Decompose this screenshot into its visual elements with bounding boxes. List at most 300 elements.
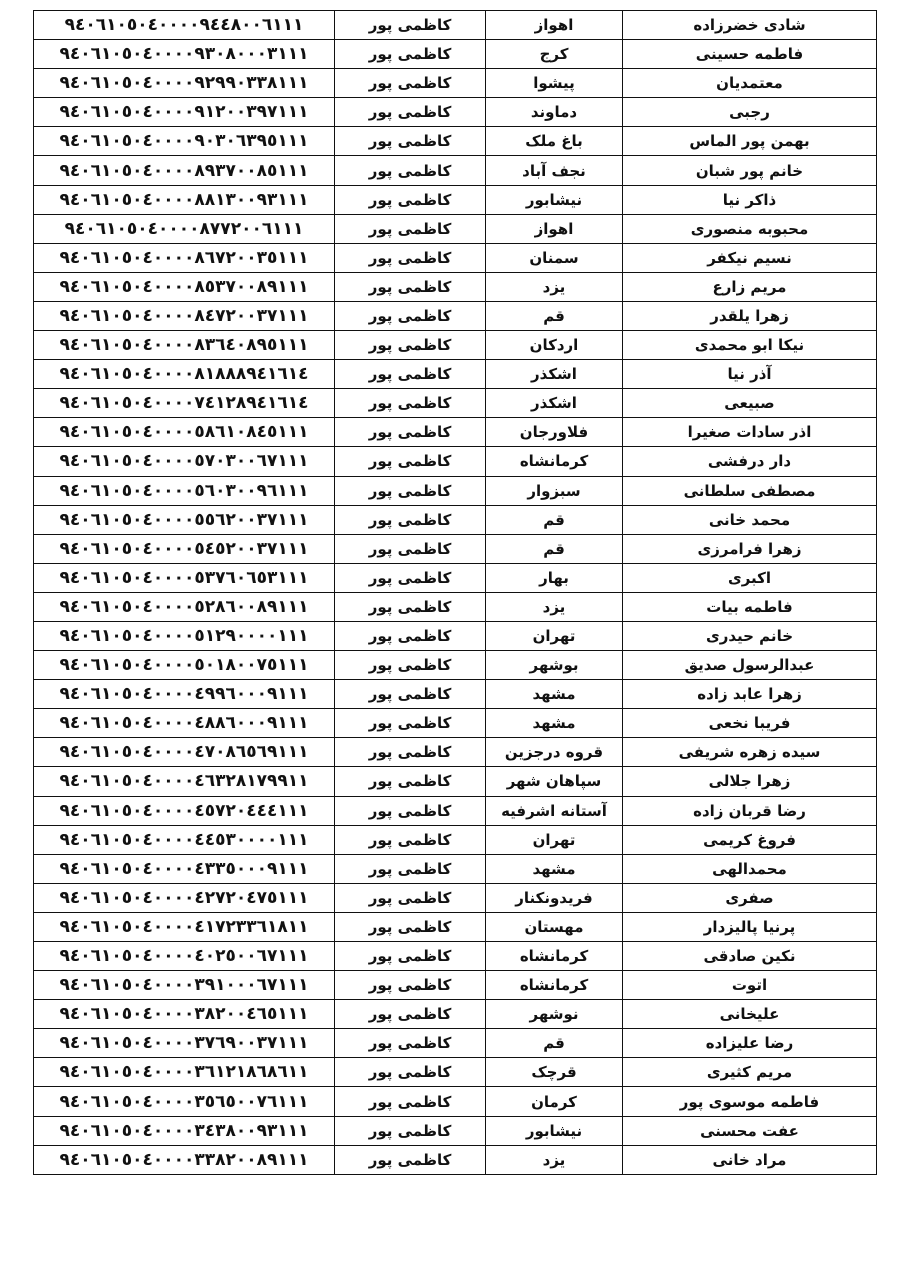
- city-cell: [486, 11, 623, 40]
- person-name-cell: [623, 767, 877, 796]
- agent-name: کاظمی پور: [368, 190, 452, 209]
- table-row: [34, 825, 877, 854]
- city-name: باغ ملک: [525, 132, 583, 151]
- person-name-cell: [623, 301, 877, 330]
- city-cell: [486, 1116, 623, 1145]
- tracking-code: ۹٤۰٦۱۰٥۰٤۰۰۰۰٥٤٥۲۰۰۳۷۱۱۱: [59, 538, 309, 559]
- person-name: نیکا ابو محمدی: [694, 336, 805, 355]
- agent-name: کاظمی پور: [368, 336, 452, 355]
- person-name-cell: [623, 534, 877, 563]
- person-name-cell: [623, 563, 877, 592]
- tracking-code: ۹٤۰٦۱۰٥۰٤۰۰۰۰٥۲۸٦۰۰۸۹۱۱۱: [59, 596, 309, 617]
- agent-name: کاظمی پور: [368, 481, 452, 500]
- person-name: مریم کثیری: [706, 1063, 793, 1082]
- person-name: صفری: [725, 888, 774, 907]
- agent-cell: [335, 534, 486, 563]
- city-name: سبزوار: [527, 481, 581, 500]
- city-name: کرمانشاه: [519, 976, 589, 995]
- agent-name: کاظمی پور: [368, 306, 452, 325]
- tracking-code-cell: [34, 1087, 335, 1116]
- city-cell: [486, 1029, 623, 1058]
- agent-cell: [335, 360, 486, 389]
- tracking-code-cell: [34, 680, 335, 709]
- agent-cell: [335, 272, 486, 301]
- city-name: قم: [543, 306, 565, 325]
- city-cell: [486, 331, 623, 360]
- city-name: نوشهر: [529, 1005, 579, 1024]
- person-name: محبوبه منصوری: [690, 219, 809, 238]
- tracking-code-cell: [34, 389, 335, 418]
- table-row: [34, 1087, 877, 1116]
- person-name: فروغ کریمی: [703, 830, 796, 849]
- tracking-code: ۹٤۰٦۱۰٥۰٤۰۰۰۰۳۹۱۰۰۰٦۷۱۱۱: [59, 975, 309, 996]
- tracking-code: ۹٤۰٦۱۰٥۰٤۰۰۰۰٤٤٥۳۰۰۰۰۱۱۱: [59, 829, 309, 850]
- city-cell: [486, 883, 623, 912]
- tracking-code: ۹٤۰٦۱۰٥۰٤۰۰۰۰۸۸۱۳۰۰۹۳۱۱۱: [59, 189, 309, 210]
- city-cell: [486, 360, 623, 389]
- city-cell: [486, 796, 623, 825]
- city-name: کرج: [539, 45, 569, 64]
- agent-cell: [335, 11, 486, 40]
- agent-cell: [335, 1145, 486, 1174]
- table-row: [34, 1116, 877, 1145]
- tracking-code: ۹٤۰٦۱۰٥۰٤۰۰۰۰۳۸۲۰۰٤٦٥۱۱۱: [59, 1004, 309, 1025]
- agent-cell: [335, 767, 486, 796]
- agent-cell: [335, 127, 486, 156]
- agent-cell: [335, 301, 486, 330]
- tracking-code-cell: [34, 127, 335, 156]
- agent-name: کاظمی پور: [368, 597, 452, 616]
- agent-cell: [335, 98, 486, 127]
- city-cell: [486, 127, 623, 156]
- person-name: عبدالرسول صدیق: [684, 656, 815, 675]
- person-name-cell: [623, 1087, 877, 1116]
- agent-cell: [335, 1029, 486, 1058]
- city-cell: [486, 389, 623, 418]
- person-name-cell: [623, 69, 877, 98]
- person-name: رضا علیزاده: [705, 1034, 794, 1053]
- tracking-code: ۹٤۰٦۱۰٥۰٤۰۰۰۰۸٤۷۲۰۰۳۷۱۱۱: [59, 305, 309, 326]
- table-row: [34, 971, 877, 1000]
- document-page: [33, 10, 877, 1268]
- tracking-code: ۹٤۰٦۱۰٥۰٤۰۰۰۰٤٦۳۲۸۱۷۹۹۱۱: [59, 771, 309, 792]
- table-row: [34, 476, 877, 505]
- agent-cell: [335, 243, 486, 272]
- agent-cell: [335, 1087, 486, 1116]
- city-cell: [486, 971, 623, 1000]
- person-name-cell: [623, 360, 877, 389]
- person-name-cell: [623, 883, 877, 912]
- person-name-cell: [623, 418, 877, 447]
- person-name: آذر نیا: [727, 365, 772, 384]
- city-cell: [486, 98, 623, 127]
- records-table-body: [34, 11, 877, 1175]
- city-cell: [486, 709, 623, 738]
- table-row: [34, 272, 877, 301]
- table-row: [34, 40, 877, 69]
- agent-cell: [335, 389, 486, 418]
- tracking-code-cell: [34, 1000, 335, 1029]
- tracking-code-cell: [34, 563, 335, 592]
- table-row: [34, 69, 877, 98]
- person-name: زهرا یلقدر: [710, 306, 789, 325]
- tracking-code-cell: [34, 418, 335, 447]
- person-name-cell: [623, 272, 877, 301]
- city-name: کرمانشاه: [519, 452, 589, 471]
- tracking-code: ۹٤۰٦۱۰٥۰٤۰۰۰۰۸۷۷۲۰۰٦۱۱۱: [64, 218, 304, 239]
- tracking-code-cell: [34, 11, 335, 40]
- city-cell: [486, 942, 623, 971]
- city-name: فلاورجان: [519, 423, 589, 442]
- tracking-code-cell: [34, 185, 335, 214]
- agent-cell: [335, 331, 486, 360]
- person-name-cell: [623, 389, 877, 418]
- city-name: قم: [543, 1034, 565, 1053]
- tracking-code: ۹٤۰٦۱۰٥۰٤۰۰۰۰٤۷۰۸٦٥٦۹۱۱۱: [59, 742, 309, 763]
- tracking-code: ۹٤۰٦۱۰٥۰٤۰۰۰۰۸۹۳۷۰۰۸٥۱۱۱: [59, 160, 309, 181]
- city-name: مشهد: [532, 714, 576, 733]
- tracking-code: ۹٤۰٦۱۰٥۰٤۰۰۰۰۷٤۱۲۸۹٤۱٦۱٤: [59, 393, 309, 414]
- table-row: [34, 651, 877, 680]
- tracking-code-cell: [34, 592, 335, 621]
- table-row: [34, 680, 877, 709]
- tracking-code-cell: [34, 1145, 335, 1174]
- person-name-cell: [623, 1116, 877, 1145]
- city-name: اشکذر: [531, 394, 577, 413]
- city-name: فریدونکنار: [515, 888, 593, 907]
- city-cell: [486, 592, 623, 621]
- tracking-code-cell: [34, 621, 335, 650]
- table-row: [34, 592, 877, 621]
- records-table: [33, 10, 877, 1175]
- person-name: علیخانی: [719, 1005, 780, 1024]
- city-name: نجف آباد: [522, 161, 586, 180]
- tracking-code: ۹٤۰٦۱۰٥۰٤۰۰۰۰٤۹۹٦۰۰۰۹۱۱۱: [59, 684, 309, 705]
- agent-name: کاظمی پور: [368, 510, 452, 529]
- person-name: فاطمه حسینی: [695, 45, 804, 64]
- person-name: رجبی: [729, 103, 770, 122]
- agent-name: کاظمی پور: [368, 365, 452, 384]
- table-row: [34, 1000, 877, 1029]
- agent-name: کاظمی پور: [368, 627, 452, 646]
- agent-cell: [335, 1116, 486, 1145]
- tracking-code-cell: [34, 912, 335, 941]
- city-cell: [486, 825, 623, 854]
- agent-name: کاظمی پور: [368, 132, 452, 151]
- city-cell: [486, 1000, 623, 1029]
- city-cell: [486, 854, 623, 883]
- tracking-code-cell: [34, 214, 335, 243]
- agent-name: کاظمی پور: [368, 219, 452, 238]
- person-name-cell: [623, 1058, 877, 1087]
- person-name: اکبری: [727, 568, 772, 587]
- city-name: سمنان: [529, 248, 579, 267]
- tracking-code-cell: [34, 360, 335, 389]
- tracking-code-cell: [34, 1116, 335, 1145]
- tracking-code-cell: [34, 854, 335, 883]
- person-name: محمدالهی: [712, 859, 787, 878]
- agent-name: کاظمی پور: [368, 1121, 452, 1140]
- table-row: [34, 563, 877, 592]
- tracking-code: ۹٤۰٦۱۰٥۰٤۰۰۰۰۹۳۰۸۰۰۰۳۱۱۱: [59, 44, 309, 65]
- table-row: [34, 796, 877, 825]
- person-name-cell: [623, 185, 877, 214]
- person-name-cell: [623, 98, 877, 127]
- agent-cell: [335, 1058, 486, 1087]
- table-row: [34, 767, 877, 796]
- city-name: تهران: [532, 627, 576, 646]
- city-cell: [486, 301, 623, 330]
- tracking-code: ۹٤۰٦۱۰٥۰٤۰۰۰۰٤۰۲٥۰۰٦۷۱۱۱: [59, 946, 309, 967]
- person-name: اتوت: [731, 976, 768, 995]
- tracking-code: ۹٤۰٦۱۰٥۰٤۰۰۰۰۸۱۸۸۸۹٤۱٦۱٤: [59, 364, 309, 385]
- person-name-cell: [623, 40, 877, 69]
- city-cell: [486, 185, 623, 214]
- agent-cell: [335, 883, 486, 912]
- table-row: [34, 621, 877, 650]
- person-name: دار درفشی: [707, 452, 792, 471]
- tracking-code: ۹٤۰٦۱۰٥۰٤۰۰۰۰۳٥٦٥۰۰۷٦۱۱۱: [59, 1091, 309, 1112]
- table-row: [34, 1145, 877, 1174]
- tracking-code-cell: [34, 476, 335, 505]
- tracking-code-cell: [34, 331, 335, 360]
- person-name: مصطفی سلطانی: [683, 481, 816, 500]
- tracking-code: ۹٤۰٦۱۰٥۰٤۰۰۰۰۹۰۳۰٦۳۹٥۱۱۱: [59, 131, 309, 152]
- table-row: [34, 709, 877, 738]
- agent-name: کاظمی پور: [368, 976, 452, 995]
- city-name: کرمانشاه: [519, 947, 589, 966]
- agent-name: کاظمی پور: [368, 539, 452, 558]
- table-row: [34, 1058, 877, 1087]
- agent-name: کاظمی پور: [368, 394, 452, 413]
- table-row: [34, 243, 877, 272]
- table-row: [34, 1029, 877, 1058]
- tracking-code: ۹٤۰٦۱۰٥۰٤۰۰۰۰٥۸٦۱۰۸٤٥۱۱۱: [59, 422, 309, 443]
- city-cell: [486, 69, 623, 98]
- tracking-code-cell: [34, 883, 335, 912]
- agent-cell: [335, 1000, 486, 1029]
- person-name-cell: [623, 796, 877, 825]
- city-name: قم: [543, 539, 565, 558]
- tracking-code: ۹٤۰٦۱۰٥۰٤۰۰۰۰۳۷٦۹۰۰۳۷۱۱۱: [59, 1033, 309, 1054]
- table-row: [34, 912, 877, 941]
- tracking-code-cell: [34, 796, 335, 825]
- person-name-cell: [623, 505, 877, 534]
- table-row: [34, 883, 877, 912]
- table-row: [34, 360, 877, 389]
- city-cell: [486, 505, 623, 534]
- city-cell: [486, 651, 623, 680]
- agent-cell: [335, 738, 486, 767]
- agent-cell: [335, 942, 486, 971]
- table-row: [34, 127, 877, 156]
- person-name: پرنیا پالیزدار: [703, 917, 796, 936]
- city-cell: [486, 1145, 623, 1174]
- agent-cell: [335, 418, 486, 447]
- tracking-code: ۹٤۰٦۱۰٥۰٤۰۰۰۰۹٤٤۸۰۰٦۱۱۱: [64, 15, 304, 36]
- agent-name: کاظمی پور: [368, 423, 452, 442]
- agent-cell: [335, 971, 486, 1000]
- agent-name: کاظمی پور: [368, 16, 452, 35]
- city-cell: [486, 1058, 623, 1087]
- city-cell: [486, 156, 623, 185]
- agent-name: کاظمی پور: [368, 45, 452, 64]
- city-name: اشکذر: [531, 365, 577, 384]
- tracking-code-cell: [34, 825, 335, 854]
- agent-name: کاظمی پور: [368, 888, 452, 907]
- agent-cell: [335, 447, 486, 476]
- person-name-cell: [623, 156, 877, 185]
- agent-name: کاظمی پور: [368, 656, 452, 675]
- tracking-code-cell: [34, 447, 335, 476]
- city-cell: [486, 912, 623, 941]
- person-name: ذاکر نیا: [722, 190, 777, 209]
- person-name-cell: [623, 651, 877, 680]
- table-row: [34, 11, 877, 40]
- agent-cell: [335, 912, 486, 941]
- agent-name: کاظمی پور: [368, 1150, 452, 1169]
- person-name: رضا قربان زاده: [693, 801, 806, 820]
- tracking-code: ۹٤۰٦۱۰٥۰٤۰۰۰۰٤۱۷۲۳۳٦۱۸۱۱: [59, 916, 309, 937]
- agent-cell: [335, 709, 486, 738]
- tracking-code: ۹٤۰٦۱۰٥۰٤۰۰۰۰۹۲۹۹۰۳۳۸۱۱۱: [59, 73, 309, 94]
- person-name: مریم زارع: [712, 277, 787, 296]
- tracking-code: ۹٤۰٦۱۰٥۰٤۰۰۰۰۸٦۷۲۰۰۳٥۱۱۱: [59, 247, 309, 268]
- city-name: یزد: [542, 1150, 566, 1169]
- agent-cell: [335, 505, 486, 534]
- person-name: خانم پور شبان: [695, 161, 804, 180]
- agent-name: کاظمی پور: [368, 743, 452, 762]
- city-name: کرمان: [531, 1092, 577, 1111]
- tracking-code: ۹٤۰٦۱۰٥۰٤۰۰۰۰٤٥۷۲۰٤٤٤۱۱۱: [59, 800, 309, 821]
- agent-name: کاظمی پور: [368, 1034, 452, 1053]
- tracking-code: ۹٤۰٦۱۰٥۰٤۰۰۰۰٥۱۲۹۰۰۰۰۱۱۱: [59, 626, 309, 647]
- agent-cell: [335, 592, 486, 621]
- city-name: بهار: [539, 568, 569, 587]
- person-name: سیده زهره شریفی: [678, 743, 821, 762]
- person-name-cell: [623, 825, 877, 854]
- person-name-cell: [623, 738, 877, 767]
- tracking-code: ۹٤۰٦۱۰٥۰٤۰۰۰۰۳٦۱۲۱۸٦۸٦۱۱: [59, 1062, 309, 1083]
- tracking-code-cell: [34, 301, 335, 330]
- agent-cell: [335, 185, 486, 214]
- table-row: [34, 389, 877, 418]
- city-name: قم: [543, 510, 565, 529]
- person-name-cell: [623, 592, 877, 621]
- agent-name: کاظمی پور: [368, 772, 452, 791]
- person-name-cell: [623, 243, 877, 272]
- city-name: سپاهان شهر: [506, 772, 602, 791]
- person-name-cell: [623, 680, 877, 709]
- table-row: [34, 447, 877, 476]
- agent-name: کاظمی پور: [368, 452, 452, 471]
- agent-name: کاظمی پور: [368, 801, 452, 820]
- person-name: نسیم نیکفر: [707, 248, 792, 267]
- table-row: [34, 942, 877, 971]
- table-row: [34, 98, 877, 127]
- tracking-code: ۹٤۰٦۱۰٥۰٤۰۰۰۰٥۳۷٦۰٦٥۳۱۱۱: [59, 567, 309, 588]
- person-name: خانم حیدری: [705, 627, 794, 646]
- agent-name: کاظمی پور: [368, 568, 452, 587]
- person-name: نکین صادقی: [703, 947, 796, 966]
- tracking-code: ۹٤۰٦۱۰٥۰٤۰۰۰۰۸۳٦٤۰۸۹٥۱۱۱: [59, 335, 309, 356]
- agent-cell: [335, 40, 486, 69]
- person-name: عفت محسنی: [700, 1121, 799, 1140]
- city-name: اردکان: [529, 336, 579, 355]
- person-name: صبیعی: [724, 394, 775, 413]
- agent-cell: [335, 476, 486, 505]
- tracking-code-cell: [34, 738, 335, 767]
- person-name: محمد خانی: [708, 510, 791, 529]
- tracking-code-cell: [34, 98, 335, 127]
- tracking-code-cell: [34, 709, 335, 738]
- city-cell: [486, 40, 623, 69]
- table-row: [34, 418, 877, 447]
- agent-name: کاظمی پور: [368, 103, 452, 122]
- tracking-code-cell: [34, 971, 335, 1000]
- person-name: شادی خضرزاده: [693, 16, 806, 35]
- agent-name: کاظمی پور: [368, 248, 452, 267]
- table-row: [34, 738, 877, 767]
- tracking-code-cell: [34, 156, 335, 185]
- person-name: فریبا نخعی: [708, 714, 791, 733]
- person-name-cell: [623, 621, 877, 650]
- table-row: [34, 301, 877, 330]
- tracking-code-cell: [34, 651, 335, 680]
- city-name: دماوند: [530, 103, 578, 122]
- person-name-cell: [623, 476, 877, 505]
- person-name-cell: [623, 447, 877, 476]
- agent-name: کاظمی پور: [368, 1005, 452, 1024]
- agent-name: کاظمی پور: [368, 830, 452, 849]
- city-cell: [486, 214, 623, 243]
- person-name-cell: [623, 912, 877, 941]
- agent-name: کاظمی پور: [368, 277, 452, 296]
- person-name-cell: [623, 11, 877, 40]
- tracking-code-cell: [34, 505, 335, 534]
- agent-cell: [335, 214, 486, 243]
- person-name: مراد خانی: [712, 1150, 787, 1169]
- city-cell: [486, 476, 623, 505]
- agent-name: کاظمی پور: [368, 714, 452, 733]
- table-row: [34, 185, 877, 214]
- city-name: اهواز: [534, 219, 574, 238]
- agent-cell: [335, 825, 486, 854]
- person-name: فاطمه بیات: [706, 597, 793, 616]
- tracking-code: ۹٤۰٦۱۰٥۰٤۰۰۰۰٤۳۳٥۰۰۰۹۱۱۱: [59, 858, 309, 879]
- city-name: نیشابور: [525, 190, 583, 209]
- person-name-cell: [623, 854, 877, 883]
- city-name: پیشوا: [533, 74, 575, 93]
- person-name-cell: [623, 331, 877, 360]
- tracking-code-cell: [34, 1058, 335, 1087]
- person-name-cell: [623, 127, 877, 156]
- person-name: زهرا عابد زاده: [697, 685, 802, 704]
- tracking-code-cell: [34, 767, 335, 796]
- tracking-code: ۹٤۰٦۱۰٥۰٤۰۰۰۰۸٥۳۷۰۰۸۹۱۱۱: [59, 276, 309, 297]
- tracking-code-cell: [34, 69, 335, 98]
- agent-name: کاظمی پور: [368, 161, 452, 180]
- table-row: [34, 505, 877, 534]
- agent-cell: [335, 563, 486, 592]
- table-row: [34, 534, 877, 563]
- agent-cell: [335, 156, 486, 185]
- city-name: اهواز: [534, 16, 574, 35]
- tracking-code-cell: [34, 942, 335, 971]
- agent-name: کاظمی پور: [368, 685, 452, 704]
- person-name-cell: [623, 942, 877, 971]
- tracking-code: ۹٤۰٦۱۰٥۰٤۰۰۰۰۹۱۲۰۰۳۹۷۱۱۱: [59, 102, 309, 123]
